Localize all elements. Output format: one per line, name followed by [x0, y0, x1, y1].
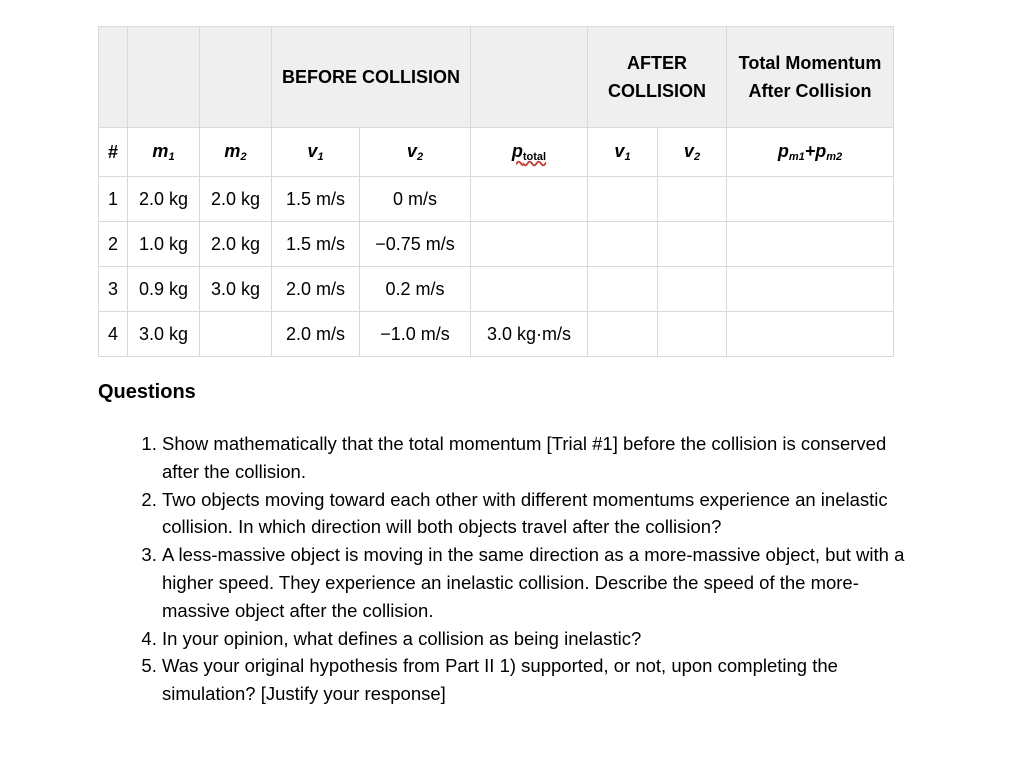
momentum-data-table [98, 26, 894, 357]
v2-before-header: $v_2$ [360, 128, 471, 177]
question-item: 1. Show mathematically that the total momentum [Trial #1] before the collision is conserved after the collision. [162, 430, 926, 486]
v1-before-cell[interactable]: 1.5 m/s [272, 177, 360, 222]
p-total-cell[interactable] [471, 222, 588, 267]
v2-after-cell[interactable] [658, 177, 727, 222]
p-total-header: $p_{total}$ [471, 128, 588, 177]
trial-number-cell: 1 [99, 177, 128, 222]
total-momentum-cell[interactable] [727, 177, 894, 222]
v2-after-cell[interactable] [658, 267, 727, 312]
question-item: 5. Was your original hypothesis from Part II 1) supported, or not, upon completing the simulation? [Justify your response] [162, 652, 926, 708]
p-total-cell[interactable]: 3.0 kg·m/s [471, 312, 588, 357]
p-total-cell[interactable] [471, 267, 588, 312]
m1-cell[interactable]: 3.0 kg [128, 312, 200, 357]
v1-before-cell[interactable]: 2.0 m/s [272, 267, 360, 312]
m2-cell[interactable] [200, 312, 272, 357]
questions-list [126, 430, 926, 708]
v1-after-cell[interactable] [588, 177, 658, 222]
question-item: 3. A less-massive object is moving in the same direction as a more-massive object, but with a higher speed. They experience an inelastic collision. Describe the speed of the more-massive object after the collision. [162, 541, 926, 624]
v1-before-cell[interactable]: 1.5 m/s [272, 222, 360, 267]
pm1-plus-pm2-header: $p_{m1}+p_{m2}$ [727, 128, 894, 177]
v2-before-cell[interactable]: −0.75 m/s [360, 222, 471, 267]
v1-after-cell[interactable] [588, 312, 658, 357]
symbol-header-row [99, 128, 894, 177]
m2-header: $m_2$ [200, 128, 272, 177]
trial-number-header: # [99, 128, 128, 177]
p-total-cell[interactable] [471, 177, 588, 222]
total-momentum-cell[interactable] [727, 222, 894, 267]
table-row [99, 267, 894, 312]
trial-number-cell: 4 [99, 312, 128, 357]
question-item: 2. Two objects moving toward each other with different momentums experience an inelastic collision. In which direction will both objects travel after the collision? [162, 486, 926, 542]
table-row [99, 312, 894, 357]
v2-before-cell[interactable]: −1.0 m/s [360, 312, 471, 357]
v2-before-cell[interactable]: 0.2 m/s [360, 267, 471, 312]
m1-cell[interactable]: 0.9 kg [128, 267, 200, 312]
m2-cell[interactable]: 2.0 kg [200, 222, 272, 267]
total-momentum-cell[interactable] [727, 267, 894, 312]
header-blank-cell [128, 27, 200, 128]
v2-after-cell[interactable] [658, 312, 727, 357]
header-blank-cell [99, 27, 128, 128]
table-row [99, 177, 894, 222]
before-collision-header: BEFORE COLLISION [272, 27, 471, 128]
total-momentum-header: Total Momentum After Collision [727, 27, 894, 128]
m2-cell[interactable]: 3.0 kg [200, 267, 272, 312]
v1-after-header: $v_1$ [588, 128, 658, 177]
v2-after-header: $v_2$ [658, 128, 727, 177]
trial-number-cell: 3 [99, 267, 128, 312]
table-row [99, 222, 894, 267]
trial-number-cell: 2 [99, 222, 128, 267]
m2-cell[interactable]: 2.0 kg [200, 177, 272, 222]
total-momentum-cell[interactable] [727, 312, 894, 357]
question-item: 4. In your opinion, what defines a collision as being inelastic? [162, 625, 926, 653]
m1-cell[interactable]: 1.0 kg [128, 222, 200, 267]
v2-before-cell[interactable]: 0 m/s [360, 177, 471, 222]
after-collision-header: AFTER COLLISION [588, 27, 727, 128]
v2-after-cell[interactable] [658, 222, 727, 267]
m1-header: $m_1$ [128, 128, 200, 177]
v1-before-header: $v_1$ [272, 128, 360, 177]
v1-after-cell[interactable] [588, 222, 658, 267]
header-blank-cell [471, 27, 588, 128]
m1-cell[interactable]: 2.0 kg [128, 177, 200, 222]
v1-after-cell[interactable] [588, 267, 658, 312]
v1-before-cell[interactable]: 2.0 m/s [272, 312, 360, 357]
questions-heading: Questions [98, 381, 196, 403]
header-group-row [99, 27, 894, 128]
header-blank-cell [200, 27, 272, 128]
